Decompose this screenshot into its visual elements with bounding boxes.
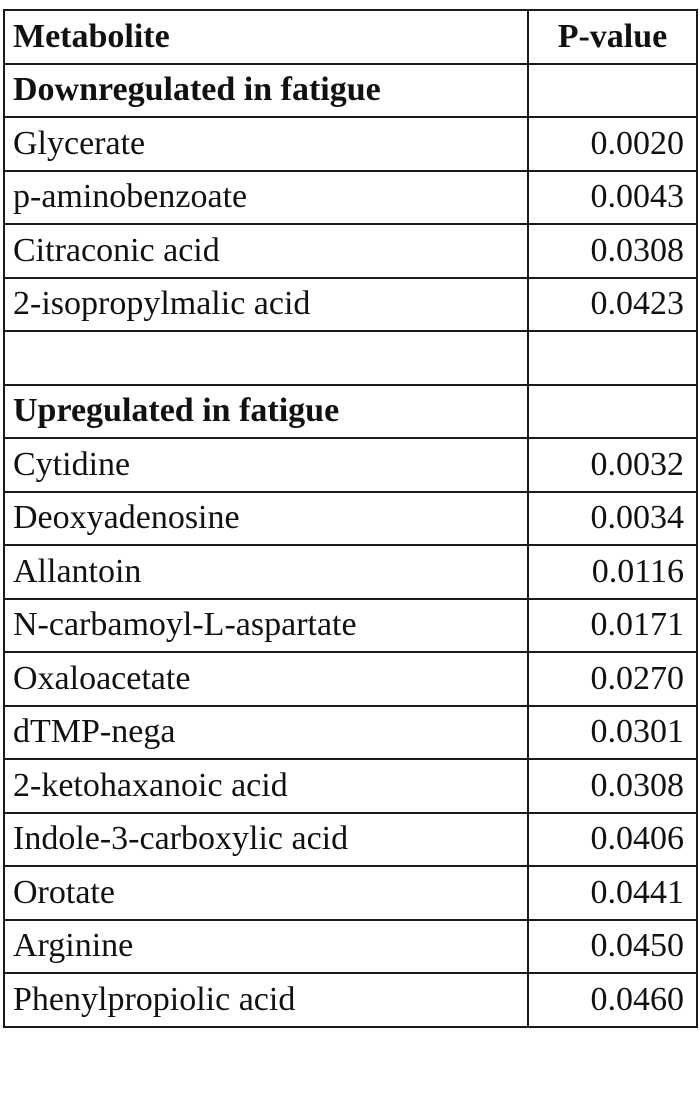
metabolite-table-container [3, 9, 698, 1028]
table-row [4, 813, 697, 867]
p-value: 0.0423 [528, 278, 697, 332]
table-row [4, 278, 697, 332]
metabolite-name: 2-isopropylmalic acid [4, 278, 528, 332]
metabolite-name: Orotate [4, 866, 528, 920]
table-row [4, 866, 697, 920]
header-row [4, 10, 697, 64]
table-row [4, 171, 697, 225]
empty-cell [528, 331, 697, 385]
metabolite-table [3, 9, 698, 1028]
metabolite-name: Citraconic acid [4, 224, 528, 278]
table-row [4, 973, 697, 1027]
p-value: 0.0406 [528, 813, 697, 867]
metabolite-name: N-carbamoyl-L-aspartate [4, 599, 528, 653]
empty-cell [528, 385, 697, 439]
p-value: 0.0301 [528, 706, 697, 760]
metabolite-name: Cytidine [4, 438, 528, 492]
section-label-downregulated: Downregulated in fatigue [4, 64, 528, 118]
table-row [4, 759, 697, 813]
table-row [4, 706, 697, 760]
metabolite-name: 2-ketohaxanoic acid [4, 759, 528, 813]
section-label-upregulated: Upregulated in fatigue [4, 385, 528, 439]
metabolite-name: dTMP-nega [4, 706, 528, 760]
p-value: 0.0308 [528, 759, 697, 813]
metabolite-name: Phenylpropiolic acid [4, 973, 528, 1027]
section-row-upregulated [4, 385, 697, 439]
metabolite-name: Arginine [4, 920, 528, 974]
p-value: 0.0043 [528, 171, 697, 225]
p-value: 0.0450 [528, 920, 697, 974]
table-row [4, 920, 697, 974]
p-value: 0.0020 [528, 117, 697, 171]
table-row [4, 599, 697, 653]
empty-cell [528, 64, 697, 118]
table-row [4, 652, 697, 706]
metabolite-name: Indole-3-carboxylic acid [4, 813, 528, 867]
table-row [4, 117, 697, 171]
metabolite-name: Deoxyadenosine [4, 492, 528, 546]
metabolite-header: Metabolite [4, 10, 528, 64]
p-value: 0.0270 [528, 652, 697, 706]
p-value: 0.0116 [528, 545, 697, 599]
p-value: 0.0441 [528, 866, 697, 920]
metabolite-name: Allantoin [4, 545, 528, 599]
p-value: 0.0460 [528, 973, 697, 1027]
metabolite-name: Glycerate [4, 117, 528, 171]
table-row [4, 438, 697, 492]
p-value: 0.0034 [528, 492, 697, 546]
spacer-row [4, 331, 697, 385]
p-value: 0.0032 [528, 438, 697, 492]
p-value: 0.0171 [528, 599, 697, 653]
metabolite-name: p-aminobenzoate [4, 171, 528, 225]
section-row-downregulated [4, 64, 697, 118]
metabolite-name: Oxaloacetate [4, 652, 528, 706]
table-row [4, 545, 697, 599]
p-value: 0.0308 [528, 224, 697, 278]
table-row [4, 492, 697, 546]
empty-cell [4, 331, 528, 385]
pvalue-header: P-value [528, 10, 697, 64]
table-row [4, 224, 697, 278]
